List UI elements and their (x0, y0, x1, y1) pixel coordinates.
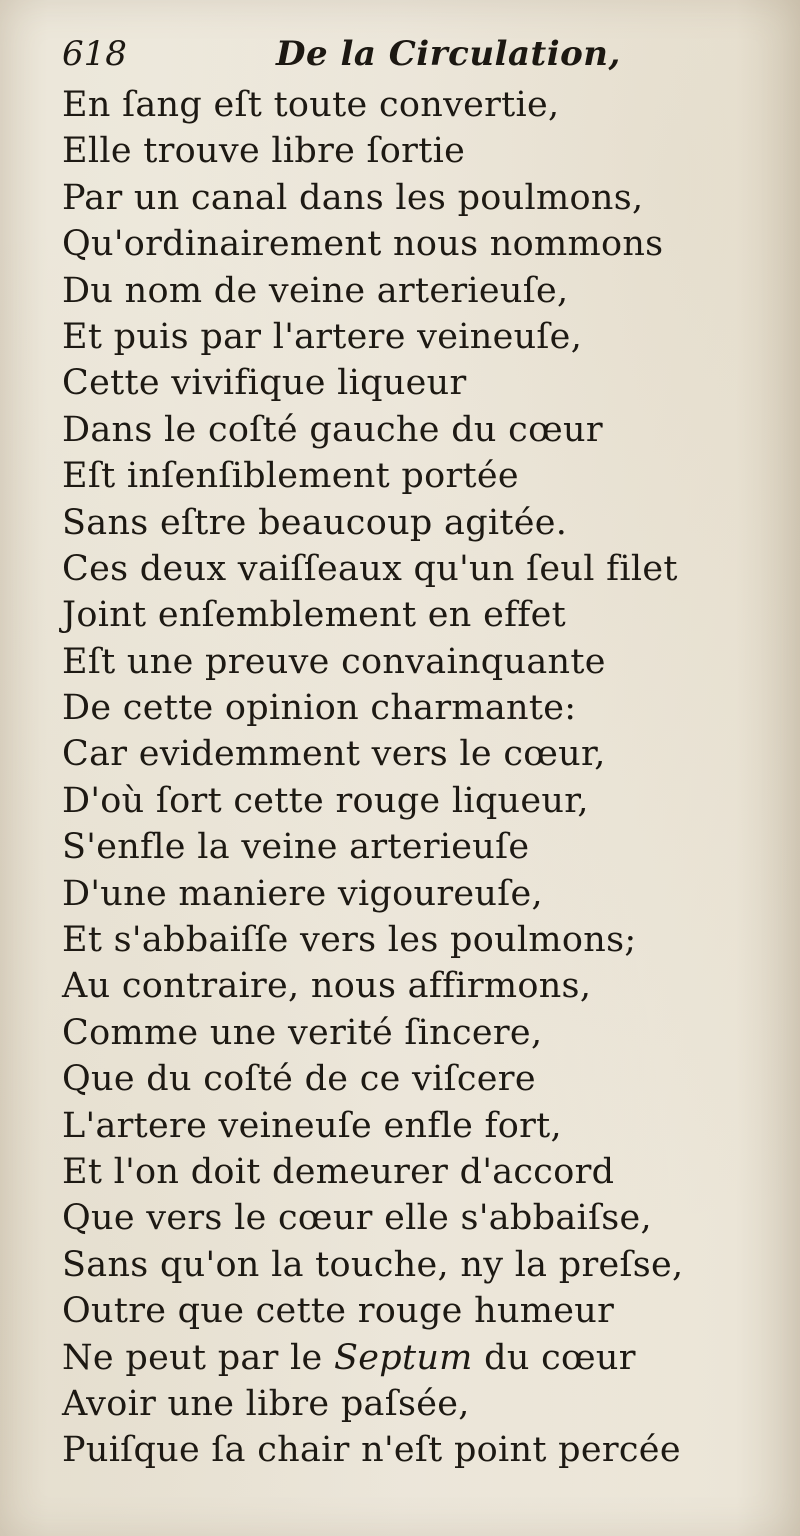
verse-line: De cette opinion charmante: (62, 688, 577, 729)
verse-line: Elle trouve libre ſortie (62, 131, 466, 172)
verse-line: Et l'on doit demeurer d'accord (62, 1151, 615, 1192)
verse-line: D'une maniere vigoureuſe, (62, 873, 543, 914)
verse-line: Comme une verité ſincere, (62, 1012, 543, 1053)
verse-line: Au contraire, nous affirmons, (62, 966, 592, 1007)
verse-text: du cœur (472, 1337, 636, 1378)
verse-line: Sans eſtre beaucoup agitée. (62, 502, 568, 543)
verse-line: Par un canal dans les poulmons, (62, 177, 644, 218)
verse-line: Puiſque ſa chair n'eſt point percée (62, 1430, 681, 1471)
verse-line: L'artere veineuſe enfle fort, (62, 1105, 562, 1146)
verse-line: Et s'abbaiſſe vers les poulmons; (62, 920, 637, 961)
verse-line: Eſt une preuve convainquante (62, 641, 606, 682)
running-title: De la Circulation, (276, 34, 621, 74)
verse-line: Eſt inſenſiblement portée (62, 456, 519, 497)
verse-line: Que du coſté de ce viſcere (62, 1059, 536, 1100)
verse-line (62, 1335, 782, 1381)
verse-line: Outre que cette rouge humeur (62, 1291, 615, 1332)
verse-line: Car evidemment vers le cœur, (62, 734, 606, 775)
verse-line: Du nom de veine arterieuſe, (62, 270, 569, 311)
verse-line: D'où ſort cette rouge liqueur, (62, 780, 589, 821)
verse-line: Et puis par l'artere veineuſe, (62, 316, 583, 357)
italic-term-septum: Septum (333, 1337, 473, 1378)
verse-line: S'enfle la veine arterieuſe (62, 827, 530, 868)
verse-line: Qu'ordinairement nous nommons (62, 224, 664, 265)
verse-line: Ces deux vaiſſeaux qu'un ſeul filet (62, 548, 678, 589)
verse-line: Cette vivifique liqueur (62, 363, 467, 404)
verse-line: Avoir une libre paſsée, (62, 1383, 470, 1424)
page-header (62, 34, 622, 84)
poem-text (62, 82, 782, 1474)
verse-line: Que vers le cœur elle s'abbaiſse, (62, 1198, 652, 1239)
verse-line: Dans le coſté gauche du cœur (62, 409, 603, 450)
page-number: 618 (62, 34, 127, 74)
verse-text: Ne peut par le (62, 1337, 334, 1378)
verse-line: En ſang eſt toute convertie, (62, 85, 560, 125)
verse-line: Joint enſemblement en effet (62, 595, 566, 636)
verse-line: Sans qu'on la touche, ny la preſse, (62, 1244, 684, 1285)
